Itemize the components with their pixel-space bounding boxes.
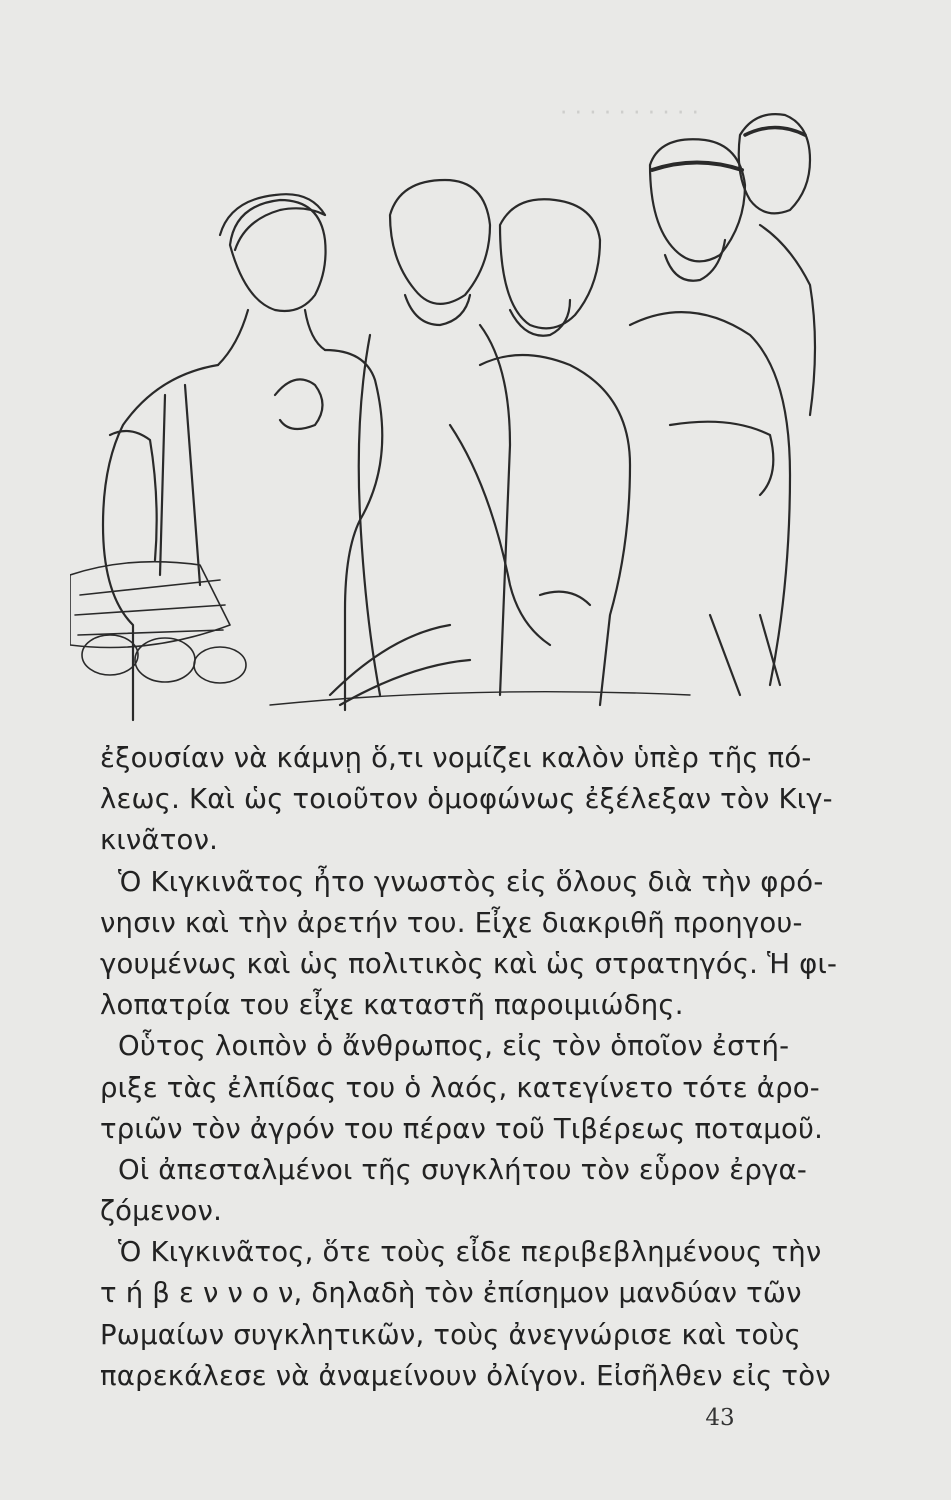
- paragraph-5: [100, 1232, 831, 1397]
- text-line: ἐξουσίαν νὰ κάμνῃ ὅ,τι νομίζει καλὸν ὑπὲρ τῆς πό-: [100, 742, 812, 774]
- paragraph-4: [100, 1150, 807, 1232]
- text-line: ριξε τὰς ἐλπίδας του ὁ λαός, κατεγίνετο τότε ἀρο-: [100, 1071, 820, 1104]
- show-through-texture: · · · · · · · · · ·: [560, 100, 699, 126]
- page-number: 43: [705, 1405, 735, 1431]
- paragraph-2: [100, 862, 838, 1027]
- figure-woman: [739, 114, 815, 415]
- text-line: λοπατρία του εἶχε καταστῆ παροιμιώδης.: [100, 989, 684, 1022]
- paragraph-3: [100, 1026, 824, 1150]
- figure-senator-right: [630, 139, 790, 695]
- figure-senator-centre: [450, 199, 630, 705]
- figure-young-man: [103, 194, 382, 720]
- text-line: Ὁ Κιγκινᾶτος, ὅτε τοὺς εἶδε περιβεβλημένους τὴν: [118, 1236, 822, 1269]
- text-line: λεως. Καὶ ὡς τοιοῦτον ὁμοφώνως ἐξέλεξαν τὸν Κιγ-: [100, 783, 833, 816]
- text-line: γουμένως καὶ ὡς πολιτικὸς καὶ ὡς στρατηγός. Ἡ φι-: [100, 947, 838, 980]
- text-line: ζόμενον.: [100, 1195, 223, 1228]
- paragraph-1: [100, 738, 833, 862]
- body-text: [100, 738, 838, 1397]
- text-line: κινᾶτον.: [100, 824, 219, 857]
- illustration-cincinnatus-and-senators: [70, 95, 830, 725]
- text-line: τριῶν τὸν ἀγρόν του πέραν τοῦ Τιβέρεως ποταμοῦ.: [100, 1112, 824, 1145]
- text-line: νησιν καὶ τὴν ἀρετήν του. Εἶχε διακριθῆ προηγου-: [100, 906, 803, 939]
- text-line: τ ή β ε ν ν ο ν, δηλαδὴ τὸν ἐπίσημον μανδύαν τῶν: [100, 1277, 802, 1310]
- figure-basket: [70, 562, 246, 683]
- text-line: Ὁ Κιγκινᾶτος ἦτο γνωστὸς εἰς ὅλους διὰ τὴν φρό-: [118, 865, 824, 898]
- text-line: Οὗτος λοιπὸν ὁ ἄνθρωπος, εἰς τὸν ὁποῖον ἐστή-: [118, 1030, 790, 1063]
- text-line: Ρωμαίων συγκλητικῶν, τοὺς ἀνεγνώρισε καὶ τοὺς: [100, 1318, 801, 1351]
- text-line: Οἱ ἀπεσταλμένοι τῆς συγκλήτου τὸν εὗρον ἐργα-: [118, 1153, 807, 1186]
- text-line: παρεκάλεσε νὰ ἀναμείνουν ὀλίγον. Εἰσῆλθεν εἰς τὸν: [100, 1359, 831, 1392]
